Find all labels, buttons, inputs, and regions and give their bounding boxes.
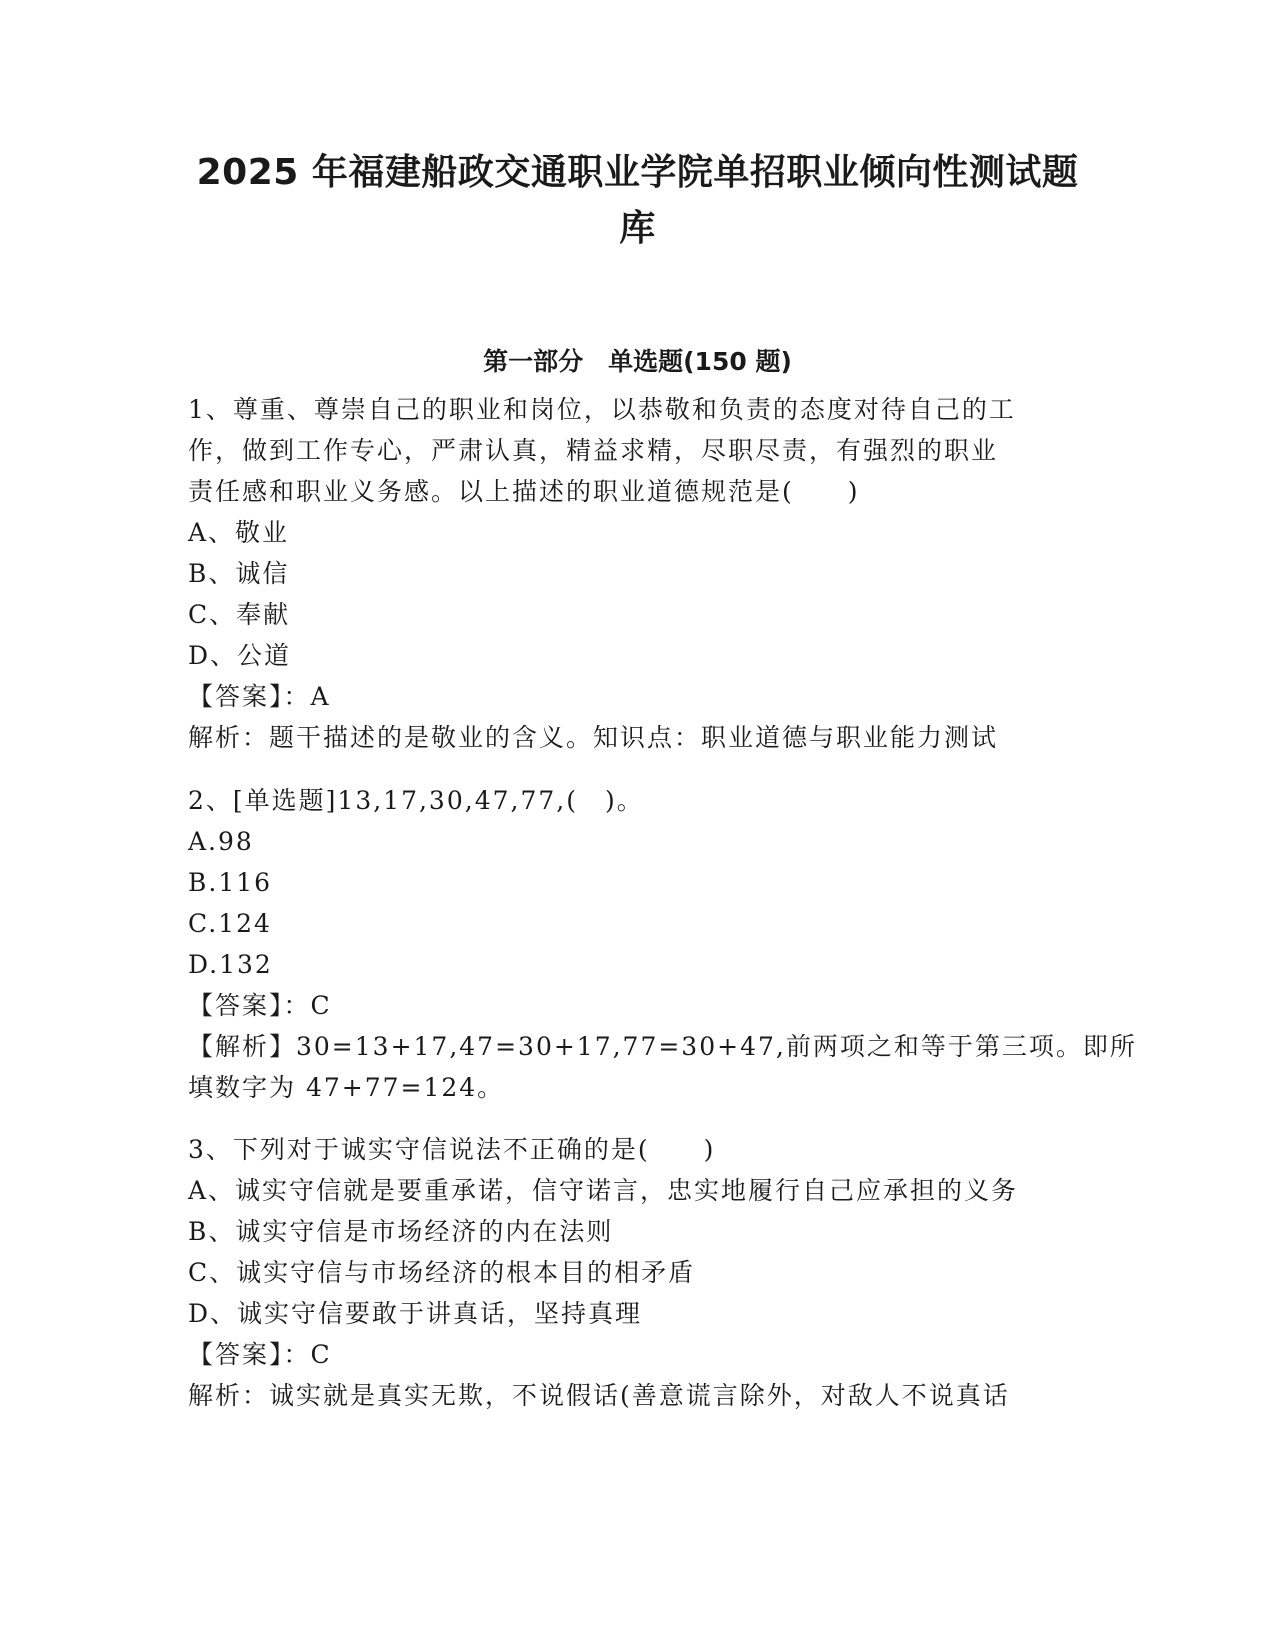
q3-option-b: B、诚实守信是市场经济的内在法则 — [188, 1217, 614, 1246]
q1-answer: 【答案】：A — [188, 682, 331, 711]
q1-stem-line-2: 作，做到工作专心，严肃认真，精益求精，尽职尽责，有强烈的职业 — [188, 436, 999, 465]
q1-option-d: D、公道 — [188, 641, 292, 670]
q3-answer: 【答案】：C — [188, 1340, 332, 1369]
q2-stem-line-1: 2、[单选题]13,17,30,47,77,( )。 — [188, 786, 644, 815]
title-line-1: 2025 年福建船政交通职业学院单招职业倾向性测试题 — [196, 152, 1079, 193]
q1-option-c: C、奉献 — [188, 600, 291, 629]
q3-option-d: D、诚实守信要敢于讲真话，坚持真理 — [188, 1299, 643, 1328]
section-heading: 第一部分 单选题(150 题) — [483, 347, 792, 376]
q2-option-a: A.98 — [188, 827, 254, 856]
q3-option-a: A、诚实守信就是要重承诺，信守诺言，忠实地履行自己应承担的义务 — [188, 1176, 1019, 1205]
q2-option-c: C.124 — [188, 909, 272, 938]
q1-analysis-line-1: 解析：题干描述的是敬业的含义。知识点：职业道德与职业能力测试 — [188, 723, 999, 752]
q3-analysis-line-1: 解析：诚实就是真实无欺，不说假话(善意谎言除外，对敌人不说真话 — [188, 1381, 1010, 1410]
q1-option-a: A、敬业 — [188, 518, 290, 547]
q1-option-b: B、诚信 — [188, 559, 290, 588]
q2-analysis-line-1: 【解析】30=13+17,47=30+17,77=30+47,前两项之和等于第三项。即所 — [188, 1032, 1137, 1061]
q3-option-c: C、诚实守信与市场经济的根本目的相矛盾 — [188, 1258, 696, 1287]
q2-option-b: B.116 — [188, 868, 273, 897]
q2-option-d: D.132 — [188, 950, 273, 979]
title-line-2: 库 — [619, 208, 656, 249]
q1-stem-line-3: 责任感和职业义务感。以上描述的职业道德规范是( ) — [188, 477, 860, 506]
q1-stem-line-1: 1、尊重、尊崇自己的职业和岗位，以恭敬和负责的态度对待自己的工 — [188, 395, 1016, 424]
q2-analysis-line-2: 填数字为 47+77=124。 — [188, 1073, 505, 1102]
q2-answer: 【答案】：C — [188, 991, 332, 1020]
document-title — [180, 145, 1095, 257]
q3-stem-line-1: 3、下列对于诚实守信说法不正确的是( ) — [188, 1135, 716, 1164]
